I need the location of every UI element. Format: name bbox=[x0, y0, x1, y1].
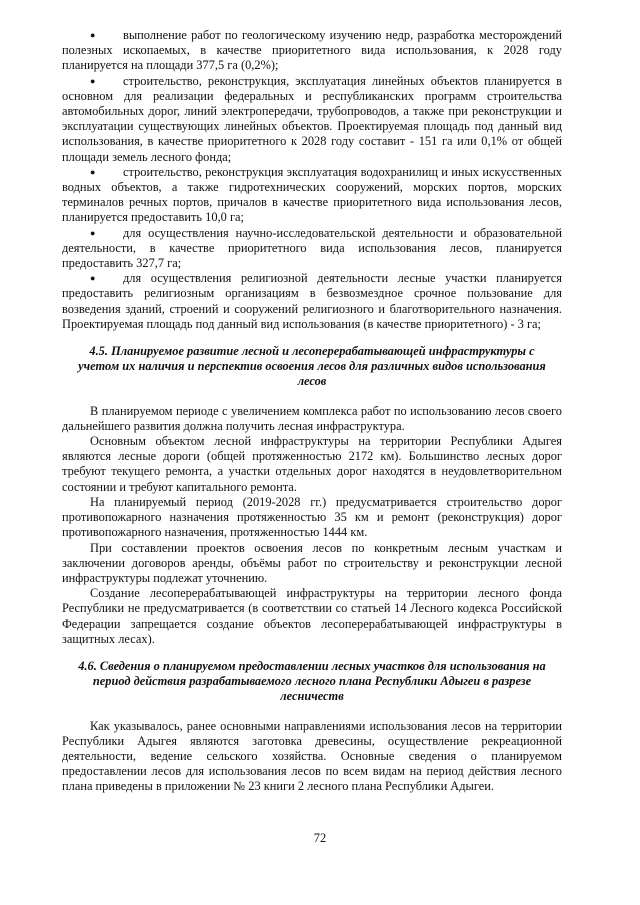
list-item bbox=[62, 271, 562, 332]
section-heading-4-5: 4.5. Планируемое развитие лесной и лесоперерабатывающей инфраструктуры с учетом их наличия и перспектив освоения лесов для различных видов использования лесов bbox=[78, 344, 546, 389]
list-item-text: выполнение работ по геологическому изучению недр, разработка месторождений полезных ископаемых, в качестве приоритетного вида использования, к 2028 году планируется на площади 377,5 га (0,2%); bbox=[62, 28, 562, 73]
list-item bbox=[62, 226, 562, 272]
list-item bbox=[62, 165, 562, 226]
paragraph: На планируемый период (2019-2028 гг.) предусматривается строительство дорог противопожарного назначения протяженностью 35 км и ремонт (реконструкция) дорог противопожарного назначения, протяженностью 1444 км. bbox=[62, 494, 562, 540]
list-item-text: строительство, реконструкция эксплуатация водохранилищ и иных искусственных водных объектов, а также гидротехнических сооружений, морских портов, морских терминалов речных портов, причалов в качестве приоритетного вида использования лесов, планируется предоставить 10,0 га; bbox=[62, 164, 562, 225]
list-item-text: строительство, реконструкция, эксплуатация линейных объектов планируется в основном для реализации федеральных и республиканских программ строительства автомобильных дорог, линий электропередачи, трубопроводов, а также при реконструкции и эксплуатации существующих линейных объектов. Проектируемая площадь под данный вид использования, в качестве приоритетного к 2028 году составит - 151 га или 0,1% от общей площади земель лесного фонда; bbox=[62, 73, 562, 164]
list-item-text: для осуществления религиозной деятельности лесные участки планируется предоставить религиозным организациям в безвозмездное срочное пользование для возведения зданий, строений и сооружений религиозного и благотворительного назначения. Проектируемая площадь под данный вид использования (в качестве приоритетного) - 3 га; bbox=[62, 271, 562, 331]
bullet-icon: ● bbox=[90, 166, 96, 177]
list-item bbox=[62, 74, 562, 165]
bullet-icon: ● bbox=[90, 273, 96, 284]
page-number: 72 bbox=[313, 831, 327, 845]
bullet-icon: ● bbox=[90, 30, 96, 40]
paragraph: Как указывалось, ранее основными направлениями использования лесов на территории Республики Адыгея являются заготовка древесины, осуществление рекреационной деятельности, ведение сельского хозяйства. Основные сведения о планируемом предоставлении лесов для использования лесов по всем видам на период действия лесного плана приведены в приложении № 23 книги 2 лесного плана Республики Адыгеи. bbox=[62, 718, 562, 794]
bullet-icon: ● bbox=[90, 75, 96, 86]
paragraph: В планируемом периоде с увеличением комплекса работ по использованию лесов своего дальнейшего развития должна получить лесная инфраструктура. bbox=[62, 403, 562, 433]
section-heading-4-6: 4.6. Сведения о планируемом предоставлении лесных участков для использования на период действия разрабатываемого лесного плана Республики Адыгеи в разрезе лесничеств bbox=[78, 658, 546, 704]
bullet-icon: ● bbox=[90, 227, 96, 238]
paragraph: Создание лесоперерабатывающей инфраструктуры на территории лесного фонда Республики не предусматривается (в соответствии со статьей 14 Лесного кодекса Российской Федерации запрещается создание объектов лесоперерабатывающей инфраструктуры в защитных лесах). bbox=[62, 586, 562, 646]
paragraph: Основным объектом лесной инфраструктуры на территории Республики Адыгея являются лесные дороги (общей протяженностью 2172 км). Большинство лесных дорог требуют текущего ремонта, а участки отдельных дорог находятся в неудовлетворительном состоянии и требуют капитального ремонта. bbox=[62, 434, 562, 494]
paragraph: При составлении проектов освоения лесов по конкретным лесным участкам и заключении договоров аренды, объёмы работ по строительству и реконструкции лесной инфраструктуры подлежат уточнению. bbox=[62, 540, 562, 585]
list-item-text: для осуществления научно-исследовательской деятельности и образовательной деятельности, в качестве приоритетного вида использования лесов, планируется предоставить 327,7 га; bbox=[62, 225, 562, 271]
list-item bbox=[62, 28, 562, 74]
document-page bbox=[62, 28, 562, 795]
